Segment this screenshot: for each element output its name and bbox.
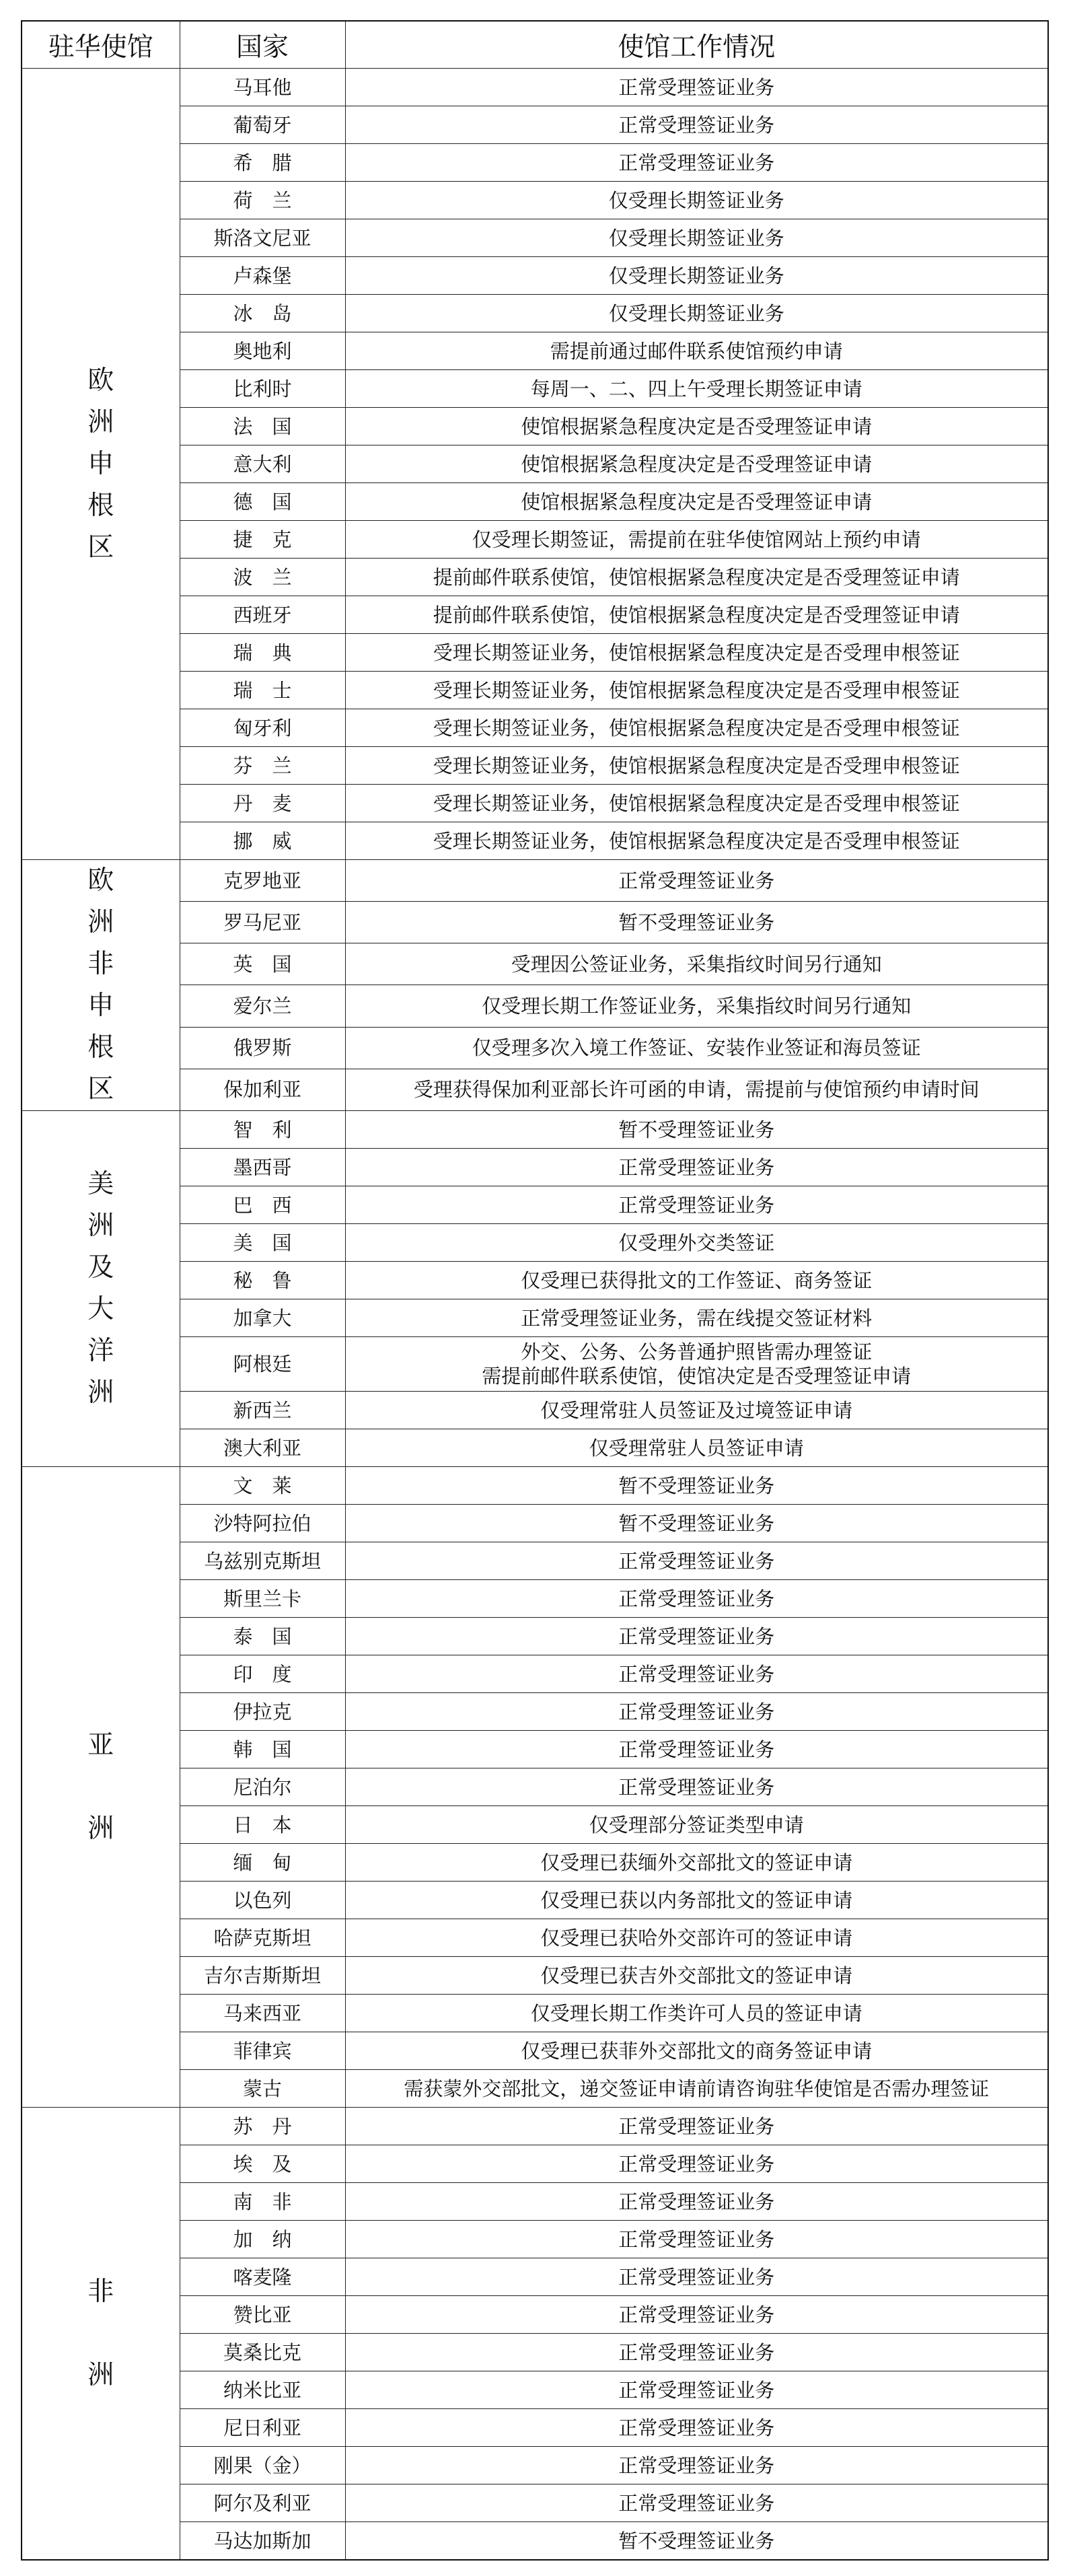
country-cell: 澳大利亚 <box>180 1429 345 1467</box>
region-cell: 欧 洲 非 申 根 区 <box>22 860 180 1111</box>
country-cell: 德 国 <box>180 483 345 521</box>
status-cell <box>345 1262 1048 1299</box>
status-cell <box>345 1069 1048 1110</box>
status-line: 受理长期签证业务，使馆根据紧急程度决定是否受理申根签证 <box>433 829 960 853</box>
status-cell <box>345 521 1048 559</box>
status-cell <box>345 1299 1048 1337</box>
status-cell <box>345 144 1048 182</box>
country-cell: 瑞 典 <box>180 634 345 672</box>
country-cell: 新西兰 <box>180 1392 345 1429</box>
country-cell: 苏 丹 <box>180 2108 345 2145</box>
status-line: 正常受理签证业务 <box>618 1587 775 1610</box>
status-line: 仅受理已获哈外交部许可的签证申请 <box>540 1926 853 1949</box>
status-line: 需获蒙外交部批文，递交签证申请前请咨询驻华使馆是否需办理签证 <box>404 2077 990 2100</box>
country-cell: 奥地利 <box>180 332 345 370</box>
country-cell: 匈牙利 <box>180 709 345 747</box>
status-line: 仅受理已获菲外交部批文的商务签证申请 <box>521 2039 873 2063</box>
country-cell: 吉尔吉斯斯坦 <box>180 1957 345 1995</box>
status-line: 正常受理签证业务 <box>618 1155 775 1179</box>
status-cell <box>345 559 1048 596</box>
status-cell <box>345 1149 1048 1186</box>
country-cell: 英 国 <box>180 943 345 985</box>
status-line: 正常受理签证业务 <box>618 1193 775 1217</box>
status-cell <box>345 1224 1048 1262</box>
status-line: 仅受理已获吉外交部批文的签证申请 <box>540 1964 853 1987</box>
status-cell <box>345 1542 1048 1580</box>
country-cell: 波 兰 <box>180 559 345 596</box>
status-line: 需提前通过邮件联系使馆预约申请 <box>550 339 843 363</box>
region-cell: 亚 洲 <box>22 1467 180 2108</box>
status-line: 仅受理已获得批文的工作签证、商务签证 <box>521 1268 873 1292</box>
country-cell: 莫桑比克 <box>180 2334 345 2371</box>
country-cell: 挪 威 <box>180 822 345 860</box>
status-line: 正常受理签证业务 <box>618 113 775 137</box>
status-cell <box>345 2108 1048 2145</box>
status-cell <box>345 1027 1048 1069</box>
status-cell <box>345 1580 1048 1618</box>
status-line: 仅受理长期签证业务 <box>608 264 784 287</box>
country-cell: 文 莱 <box>180 1467 345 1505</box>
country-cell: 法 国 <box>180 408 345 445</box>
status-cell <box>345 1768 1048 1806</box>
table-row <box>22 69 1048 106</box>
status-cell <box>345 2371 1048 2409</box>
status-line: 暂不受理签证业务 <box>618 1474 775 1497</box>
status-line: 仅受理常驻人员签证申请 <box>589 1436 804 1460</box>
country-cell: 冰 岛 <box>180 295 345 332</box>
status-cell <box>345 2484 1048 2522</box>
country-cell: 埃 及 <box>180 2145 345 2183</box>
status-cell <box>345 370 1048 408</box>
header-country: 国家 <box>180 21 345 69</box>
status-cell <box>345 1337 1048 1392</box>
status-line: 受理长期签证业务，使馆根据紧急程度决定是否受理申根签证 <box>433 641 960 664</box>
country-cell: 纳米比亚 <box>180 2371 345 2409</box>
country-cell: 俄罗斯 <box>180 1027 345 1069</box>
status-line: 提前邮件联系使馆，使馆根据紧急程度决定是否受理签证申请 <box>433 603 960 627</box>
header-embassy: 驻华使馆 <box>22 21 180 69</box>
country-cell: 赞比亚 <box>180 2296 345 2334</box>
status-cell <box>345 69 1048 106</box>
status-cell <box>345 634 1048 672</box>
country-cell: 尼日利亚 <box>180 2409 345 2447</box>
status-line: 正常受理签证业务 <box>618 2114 775 2138</box>
country-cell: 乌兹别克斯坦 <box>180 1542 345 1580</box>
country-cell: 斯洛文尼亚 <box>180 219 345 257</box>
status-line: 外交、公务、公务普通护照皆需办理签证 <box>521 1340 873 1363</box>
status-line: 正常受理签证业务 <box>618 1549 775 1573</box>
status-cell <box>345 257 1048 295</box>
status-cell <box>345 2334 1048 2371</box>
status-cell <box>345 822 1048 860</box>
status-cell <box>345 747 1048 785</box>
status-line: 正常受理签证业务 <box>618 75 775 99</box>
status-cell <box>345 2258 1048 2296</box>
status-line: 正常受理签证业务 <box>618 2227 775 2251</box>
status-cell <box>345 1995 1048 2032</box>
country-cell: 斯里兰卡 <box>180 1580 345 1618</box>
table-row <box>22 860 1048 902</box>
status-cell <box>345 2409 1048 2447</box>
status-line: 受理获得保加利亚部长许可函的申请，需提前与使馆预约申请时间 <box>413 1078 980 1102</box>
status-cell <box>345 2522 1048 2561</box>
country-cell: 克罗地亚 <box>180 860 345 902</box>
status-line: 使馆根据紧急程度决定是否受理签证申请 <box>521 490 873 513</box>
header-status: 使馆工作情况 <box>345 21 1048 69</box>
status-line: 仅受理长期签证，需提前在驻华使馆网站上预约申请 <box>472 528 921 551</box>
embassy-visa-table <box>21 20 1049 2561</box>
country-cell: 南 非 <box>180 2183 345 2221</box>
country-cell: 美 国 <box>180 1224 345 1262</box>
status-cell <box>345 483 1048 521</box>
status-line: 正常受理签证业务 <box>618 1775 775 1799</box>
country-cell: 缅 甸 <box>180 1844 345 1882</box>
country-cell: 西班牙 <box>180 596 345 634</box>
status-line: 暂不受理签证业务 <box>618 910 775 934</box>
country-cell: 丹 麦 <box>180 785 345 822</box>
status-line: 正常受理签证业务 <box>618 1700 775 1723</box>
visa-status-document <box>21 20 1047 2561</box>
status-line: 提前邮件联系使馆，使馆根据紧急程度决定是否受理签证申请 <box>433 565 960 589</box>
country-cell: 爱尔兰 <box>180 985 345 1027</box>
country-cell: 希 腊 <box>180 144 345 182</box>
status-cell <box>345 408 1048 445</box>
status-cell <box>345 1186 1048 1224</box>
status-cell <box>345 2296 1048 2334</box>
country-cell: 加拿大 <box>180 1299 345 1337</box>
status-line: 暂不受理签证业务 <box>618 2529 775 2552</box>
country-cell: 加 纳 <box>180 2221 345 2258</box>
status-line: 每周一、二、四上午受理长期签证申请 <box>530 377 862 400</box>
table-row <box>22 2108 1048 2145</box>
status-line: 正常受理签证业务 <box>618 2190 775 2213</box>
country-cell: 沙特阿拉伯 <box>180 1505 345 1542</box>
status-cell <box>345 1806 1048 1844</box>
status-cell <box>345 1618 1048 1655</box>
status-line: 正常受理签证业务 <box>618 2265 775 2289</box>
country-cell: 荷 兰 <box>180 182 345 219</box>
country-cell: 罗马尼亚 <box>180 902 345 943</box>
country-cell: 喀麦隆 <box>180 2258 345 2296</box>
status-cell <box>345 1844 1048 1882</box>
status-line: 正常受理签证业务，需在线提交签证材料 <box>521 1306 873 1330</box>
status-line: 正常受理签证业务 <box>618 2454 775 2477</box>
status-line: 需提前邮件联系使馆，使馆决定是否受理签证申请 <box>482 1365 912 1388</box>
country-cell: 马来西亚 <box>180 1995 345 2032</box>
table-row <box>22 1111 1048 1149</box>
country-cell: 泰 国 <box>180 1618 345 1655</box>
status-line: 受理长期签证业务，使馆根据紧急程度决定是否受理申根签证 <box>433 716 960 740</box>
country-cell: 马耳他 <box>180 69 345 106</box>
status-line: 仅受理已获缅外交部批文的签证申请 <box>540 1851 853 1874</box>
status-cell <box>345 1429 1048 1467</box>
status-line: 仅受理长期工作类许可人员的签证申请 <box>530 2001 862 2025</box>
header-row <box>22 21 1048 69</box>
status-cell <box>345 2183 1048 2221</box>
status-cell <box>345 943 1048 985</box>
country-cell: 墨西哥 <box>180 1149 345 1186</box>
table-body <box>22 69 1048 2561</box>
country-cell: 比利时 <box>180 370 345 408</box>
status-cell <box>345 709 1048 747</box>
country-cell: 瑞 士 <box>180 672 345 709</box>
status-line: 正常受理签证业务 <box>618 2416 775 2439</box>
status-cell <box>345 1111 1048 1149</box>
status-line: 使馆根据紧急程度决定是否受理签证申请 <box>521 452 873 476</box>
status-cell <box>345 596 1048 634</box>
country-cell: 巴 西 <box>180 1186 345 1224</box>
table-row <box>22 1467 1048 1505</box>
status-line: 正常受理签证业务 <box>618 2303 775 2326</box>
status-cell <box>345 1505 1048 1542</box>
status-cell <box>345 1392 1048 1429</box>
status-line: 仅受理长期工作签证业务，采集指纹时间另行通知 <box>482 995 912 1018</box>
status-cell <box>345 2145 1048 2183</box>
country-cell: 蒙古 <box>180 2070 345 2108</box>
status-line: 正常受理签证业务 <box>618 1662 775 1686</box>
country-cell: 菲律宾 <box>180 2032 345 2070</box>
status-line: 受理长期签证业务，使馆根据紧急程度决定是否受理申根签证 <box>433 791 960 815</box>
status-line: 正常受理签证业务 <box>618 2491 775 2515</box>
status-cell <box>345 106 1048 144</box>
status-cell <box>345 2070 1048 2108</box>
status-line: 仅受理部分签证类型申请 <box>589 1813 804 1836</box>
status-cell <box>345 295 1048 332</box>
status-cell <box>345 219 1048 257</box>
status-line: 仅受理长期签证业务 <box>608 188 784 212</box>
country-cell: 伊拉克 <box>180 1693 345 1731</box>
country-cell: 阿尔及利亚 <box>180 2484 345 2522</box>
status-line: 仅受理长期签证业务 <box>608 226 784 250</box>
region-cell: 非 洲 <box>22 2108 180 2561</box>
status-line: 受理长期签证业务，使馆根据紧急程度决定是否受理申根签证 <box>433 754 960 777</box>
status-cell <box>345 1957 1048 1995</box>
status-cell <box>345 2447 1048 2484</box>
country-cell: 智 利 <box>180 1111 345 1149</box>
country-cell: 葡萄牙 <box>180 106 345 144</box>
status-line: 受理长期签证业务，使馆根据紧急程度决定是否受理申根签证 <box>433 678 960 702</box>
country-cell: 保加利亚 <box>180 1069 345 1110</box>
country-cell: 以色列 <box>180 1882 345 1919</box>
country-cell: 意大利 <box>180 445 345 483</box>
country-cell: 芬 兰 <box>180 747 345 785</box>
country-cell: 韩 国 <box>180 1731 345 1768</box>
status-line: 受理因公签证业务，采集指纹时间另行通知 <box>511 952 882 976</box>
status-line: 暂不受理签证业务 <box>618 1511 775 1535</box>
region-cell: 美 洲 及 大 洋 洲 <box>22 1111 180 1467</box>
status-line: 仅受理多次入境工作签证、安装作业签证和海员签证 <box>472 1036 921 1060</box>
status-cell <box>345 985 1048 1027</box>
status-line: 仅受理常驻人员签证及过境签证申请 <box>540 1398 853 1422</box>
status-cell <box>345 1882 1048 1919</box>
status-line: 正常受理签证业务 <box>618 869 775 892</box>
status-line: 仅受理长期签证业务 <box>608 301 784 325</box>
country-cell: 秘 鲁 <box>180 1262 345 1299</box>
country-cell: 马达加斯加 <box>180 2522 345 2561</box>
status-cell <box>345 1693 1048 1731</box>
status-line: 正常受理签证业务 <box>618 2152 775 2176</box>
status-line: 正常受理签证业务 <box>618 1738 775 1761</box>
status-cell <box>345 785 1048 822</box>
status-cell <box>345 445 1048 483</box>
status-line: 正常受理签证业务 <box>618 151 775 174</box>
country-cell: 刚果（金） <box>180 2447 345 2484</box>
status-cell <box>345 860 1048 902</box>
country-cell: 日 本 <box>180 1806 345 1844</box>
status-line: 仅受理已获以内务部批文的签证申请 <box>540 1888 853 1912</box>
status-cell <box>345 1655 1048 1693</box>
country-cell: 哈萨克斯坦 <box>180 1919 345 1957</box>
status-line: 正常受理签证业务 <box>618 2340 775 2364</box>
country-cell: 尼泊尔 <box>180 1768 345 1806</box>
country-cell: 卢森堡 <box>180 257 345 295</box>
status-cell <box>345 1467 1048 1505</box>
status-line: 使馆根据紧急程度决定是否受理签证申请 <box>521 415 873 438</box>
status-cell <box>345 902 1048 943</box>
status-line: 正常受理签证业务 <box>618 1624 775 1648</box>
status-cell <box>345 332 1048 370</box>
country-cell: 捷 克 <box>180 521 345 559</box>
status-cell <box>345 2221 1048 2258</box>
status-line: 暂不受理签证业务 <box>618 1118 775 1141</box>
status-line: 仅受理外交类签证 <box>618 1231 775 1254</box>
country-cell: 印 度 <box>180 1655 345 1693</box>
status-cell <box>345 182 1048 219</box>
status-cell <box>345 1731 1048 1768</box>
status-cell <box>345 672 1048 709</box>
status-cell <box>345 2032 1048 2070</box>
region-cell: 欧 洲 申 根 区 <box>22 69 180 860</box>
country-cell: 阿根廷 <box>180 1337 345 1392</box>
status-line: 正常受理签证业务 <box>618 2378 775 2402</box>
status-cell <box>345 1919 1048 1957</box>
